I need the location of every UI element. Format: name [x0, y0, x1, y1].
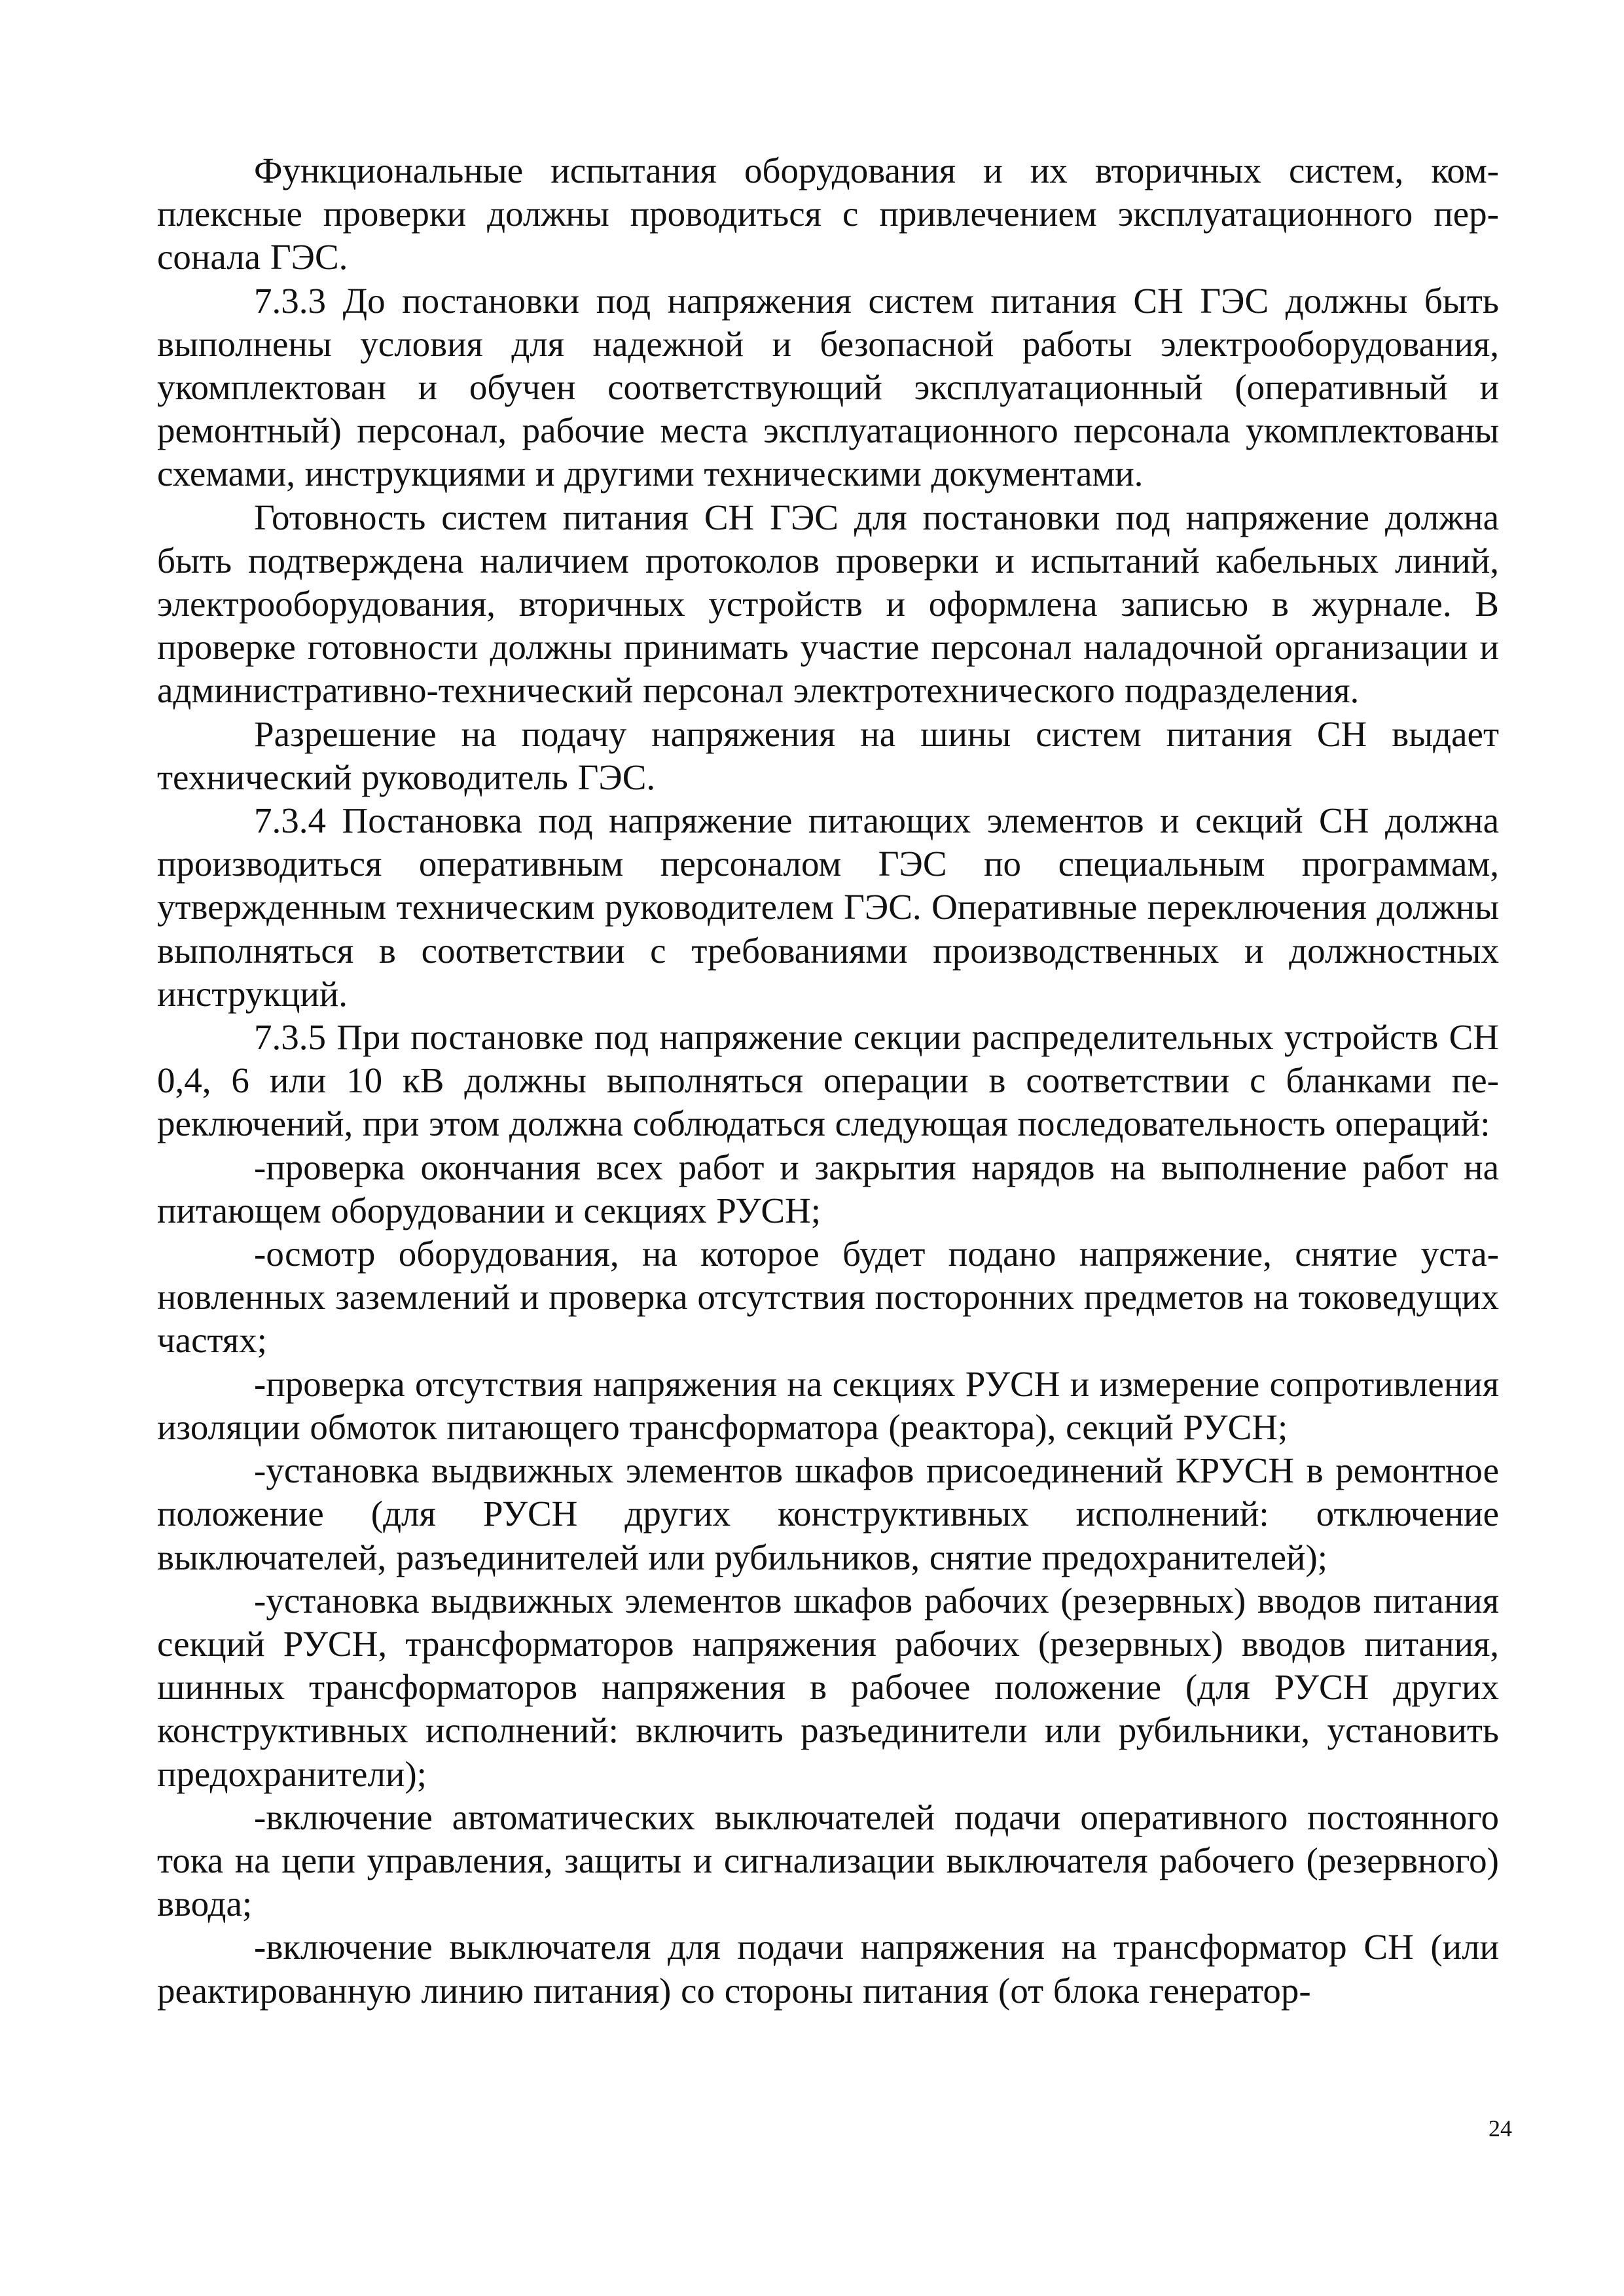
- paragraph-intro-tests: Функциональные испытания оборудования и их вторичных систем, комплексные проверки должны проводиться с привлечением эксплуатационного персонала ГЭС.: [157, 151, 1499, 278]
- list-item-working-position: -установка выдвижных элементов шкафов рабочих (резервных) вводов питания секций РУСН, трансформаторов напряжения рабочих (резервных) вводов питания, шинных трансформаторов напряжения в рабочее положение (для РУСН других конструктивных исполнений: включить разъединители или рубильники, установить предохранители);: [157, 1580, 1499, 1794]
- paragraph-permission: Разрешение на подачу напряжения на шины систем питания СН выдает технический руководитель ГЭС.: [157, 713, 1499, 797]
- list-item-repair-position: -установка выдвижных элементов шкафов присоединений КРУСН в ремонтное положение (для РУСН других конструктивных исполнений: отключение выключателей, разъединителей или рубильников, снятие предохранителей);: [157, 1450, 1499, 1577]
- paragraph-7-3-5: 7.3.5 При постановке под напряжение секции распределительных устройств СН 0,4, 6 или 10 кВ должны выполняться операции в соответствии с бланками переключений, при этом должна соблюдаться следующая последовательность операций:: [157, 1017, 1499, 1144]
- page-number: 24: [1489, 2115, 1512, 2142]
- paragraph-7-3-3: 7.3.3 До постановки под напряжения систем питания СН ГЭС должны быть выполнены условия для надежной и безопасной работы электрооборудования, укомплектован и обучен соответствующий эксплуатационный (оперативный и ремонтный) персонал, рабочие места эксплуатационного персонала укомплектованы схемами, инструкциями и другими техническими документами.: [157, 280, 1499, 494]
- list-item-check-work-completion: -проверка окончания всех работ и закрытия нарядов на выполнение работ на питающем оборудовании и секциях РУСН;: [157, 1147, 1499, 1230]
- list-item-equipment-inspection: -осмотр оборудования, на которое будет подано напряжение, снятие установленных заземлений и проверка отсутствия посторонних предметов на токоведущих частях;: [157, 1234, 1499, 1361]
- list-item-dc-breakers: -включение автоматических выключателей подачи оперативного постоянного тока на цепи управления, защиты и сигнализации выключателя рабочего (резервного) ввода;: [157, 1797, 1499, 1924]
- list-item-voltage-absence-check: -проверка отсутствия напряжения на секциях РУСН и измерение сопротивления изоляции обмоток питающего трансформатора (реактора), секций РУСН;: [157, 1363, 1499, 1447]
- paragraph-7-3-4: 7.3.4 Постановка под напряжение питающих элементов и секций СН должна производиться оперативным персоналом ГЭС по специальным программам, утвержденным техническим руководителем ГЭС. Оперативные переключения должны выполняться в соответствии с требованиями производственных и должностных инструкций.: [157, 800, 1499, 1014]
- paragraph-readiness: Готовность систем питания СН ГЭС для постановки под напряжение должна быть подтверждена наличием протоколов проверки и испытаний кабельных линий, электрооборудования, вторичных устройств и оформлена записью в журнале. В проверке готовности должны принимать участие персонал наладочной организации и административно-технический персонал электротехнического подразделения.: [157, 497, 1499, 711]
- list-item-breaker-energize: -включение выключателя для подачи напряжения на трансформатор СН (или реактированную линию питания) со стороны питания (от блока генератор-: [157, 1927, 1499, 2011]
- body-text: [157, 149, 1499, 2013]
